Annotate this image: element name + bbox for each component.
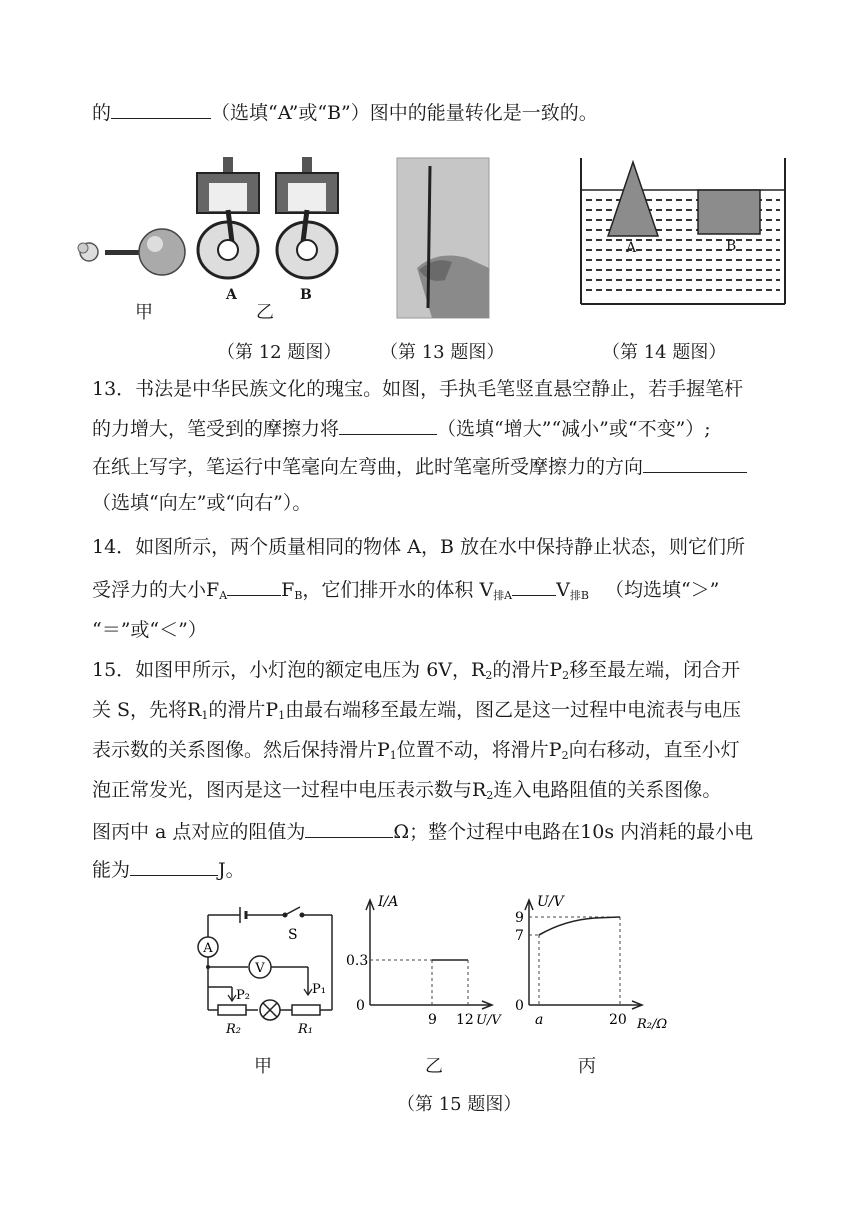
circuit-r1-label: R₁ (298, 1022, 313, 1037)
figure-12-engine-b (272, 155, 342, 285)
figure-13-photo (397, 158, 489, 318)
graph-bing-tick-20: 20 (609, 1012, 627, 1028)
q15-line-5: 图丙中 a 点对应的阻值为 Ω；整个过程中电路在10s 内消耗的最小电 (92, 817, 753, 845)
q14-line-2: 受浮力的大小$F_A$ $F_B$，它们排开水的体积 $V_{排A}$ $V_{排B}$ （均选填“＞” (92, 575, 719, 609)
q14-blank-2[interactable] (512, 575, 556, 596)
circuit-p1-label: P₁ (312, 982, 326, 997)
q13-line-2: 的力增大，笔受到的摩擦力将 （选填“增大”“减小”或“不变”）; (92, 414, 711, 442)
graph-bing-xlabel: R₂/Ω (637, 1017, 668, 1032)
graph-yi-tick-12: 12 (456, 1012, 474, 1028)
figure-15-circuit (190, 895, 350, 1045)
fig12-label-yi: 乙 (256, 302, 274, 323)
fig15-label-jia: 甲 (254, 1056, 272, 1077)
fig15-label-yi: 乙 (425, 1056, 443, 1077)
q13-line-1: 13．书法是中华民族文化的瑰宝。如图，手执毛笔竖直悬空静止，若手握笔杆 (92, 378, 744, 400)
figure-14-water-tank (578, 158, 788, 308)
fig12-label-b: B (300, 287, 312, 303)
graph-yi-ylabel: I/A (378, 894, 399, 910)
fig15-label-bing: 丙 (578, 1056, 596, 1077)
circuit-ammeter-label: A (203, 941, 213, 956)
graph-yi-xlabel: U/V (476, 1013, 501, 1028)
q15-line-4: 泡正常发光，图丙是这一过程中电压表示数与$R_2$连入电路阻值的关系图像。 (92, 779, 722, 802)
circuit-p2-label: P₂ (236, 988, 250, 1003)
graph-bing-origin: 0 (515, 998, 524, 1014)
q15-line-2: 关 S，先将$R_1$的滑片$P_1$由最右端移至最左端，图乙是这一过程中电流表与电压 (92, 699, 742, 722)
q14-line-3: “＝”或“＜”） (92, 619, 207, 641)
graph-yi-origin: 0 (356, 998, 365, 1014)
fig14-caption: （第 14 题图） (602, 342, 727, 363)
fig13-caption: （第 13 题图） (380, 342, 505, 363)
q13-blank-1[interactable] (339, 414, 437, 435)
graph-bing-tick-a: a (535, 1012, 544, 1028)
answer-blank[interactable] (111, 98, 211, 119)
q15-line-3: 表示数的关系图像。然后保持滑片$P_1$位置不动，将滑片$P_2$向右移动，直至小灯 (92, 739, 740, 762)
figure-15-graph-bing (505, 890, 675, 1040)
figure-12-balloon (75, 220, 195, 280)
q13-line-4: （选填“向左”或“向右”）。 (92, 492, 312, 514)
q15-blank-2[interactable] (130, 855, 218, 876)
graph-bing-ylabel: U/V (537, 894, 564, 910)
fig14-label-b: B (726, 238, 737, 254)
fig12-label-a: A (226, 287, 237, 303)
q15-blank-1[interactable] (305, 817, 393, 838)
circuit-switch-label: S (288, 927, 298, 943)
fig14-label-a: A (626, 240, 637, 256)
q14-blank-1[interactable] (227, 575, 281, 596)
q15-line-6: 能为 J。 (92, 855, 245, 883)
q13-line-3: 在纸上写字，笔运行中笔毫向左弯曲，此时笔毫所受摩擦力的方向 (92, 452, 747, 480)
figure-15-graph-yi (346, 890, 510, 1040)
q15-line-1: 15．如图甲所示，小灯泡的额定电压为 6V，$R_2$的滑片$P_2$移至最左端，闭合开 (92, 659, 741, 682)
fig15-caption: （第 15 题图） (397, 1094, 522, 1115)
circuit-voltmeter-label: V (255, 961, 265, 976)
fig12-caption: （第 12 题图） (217, 342, 342, 363)
graph-yi-tick-9: 9 (428, 1012, 437, 1028)
graph-bing-tick-9: 9 (515, 910, 524, 926)
graph-yi-tick-0.3: 0.3 (346, 953, 369, 969)
figure-12-engine-a (193, 155, 263, 285)
circuit-r2-label: R₂ (226, 1022, 241, 1037)
fig12-label-jia: 甲 (135, 302, 153, 323)
q13-blank-2[interactable] (643, 452, 747, 473)
q14-line-1: 14．如图所示，两个质量相同的物体 A，B 放在水中保持静止状态，则它们所 (92, 536, 745, 558)
graph-bing-tick-7: 7 (515, 928, 524, 944)
intro-line: 的 （选填“A”或“B”）图中的能量转化是一致的。 (92, 98, 598, 126)
